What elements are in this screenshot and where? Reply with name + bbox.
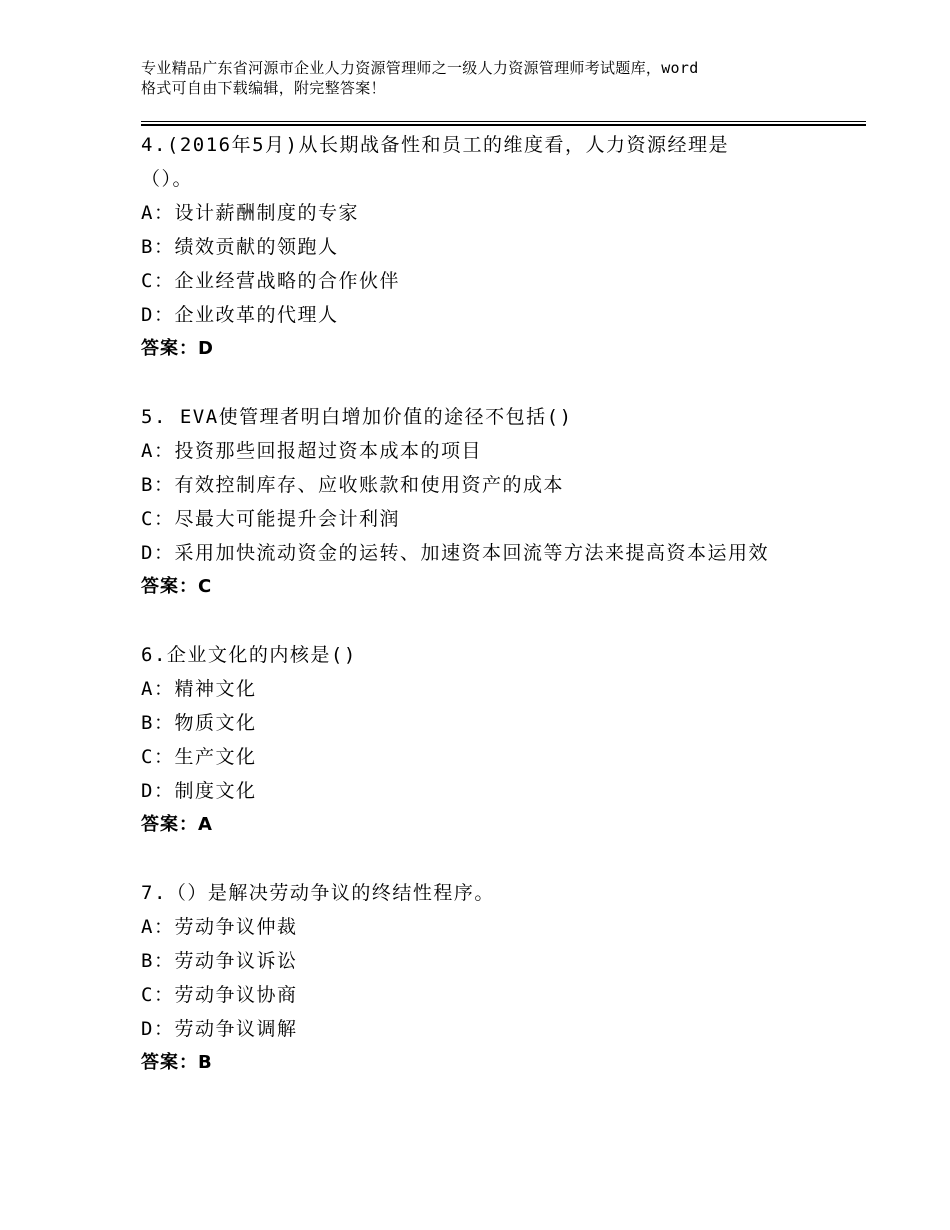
question-stem: 4.(2016年5月)从长期战备性和员工的维度看，人力资源经理是 xyxy=(141,134,729,156)
question-6 xyxy=(141,638,866,842)
question-gap xyxy=(141,604,866,638)
option-b: B：劳动争议诉讼 xyxy=(141,950,298,972)
question-gap xyxy=(141,366,866,400)
question-stem-continued: （）。 xyxy=(141,168,194,190)
question-4 xyxy=(141,128,866,366)
option-b: B：物质文化 xyxy=(141,712,257,734)
answer-label: 答案：D xyxy=(141,338,214,359)
answer-label: 答案：A xyxy=(141,814,213,835)
question-stem: 7.（）是解决劳动争议的终结性程序。 xyxy=(141,882,495,904)
header-line-2: 格式可自由下载编辑，附完整答案！ xyxy=(141,79,386,97)
option-d: D：企业改革的代理人 xyxy=(141,304,339,326)
question-list xyxy=(141,128,866,1080)
question-stem: 6.企业文化的内核是() xyxy=(141,644,357,666)
option-d: D：采用加快流动资金的运转、加速资本回流等方法来提高资本运用效 xyxy=(141,542,769,564)
header-rule-thin xyxy=(141,121,866,122)
answer-label: 答案：C xyxy=(141,576,213,597)
header-rule-thick xyxy=(141,124,866,126)
option-a: A：投资那些回报超过资本成本的项目 xyxy=(141,440,482,462)
option-d: D：制度文化 xyxy=(141,780,257,802)
answer-label: 答案：B xyxy=(141,1052,213,1073)
option-a: A：精神文化 xyxy=(141,678,257,700)
option-c: C：企业经营战略的合作伙伴 xyxy=(141,270,400,292)
option-d: D：劳动争议调解 xyxy=(141,1018,298,1040)
option-c: C：劳动争议协商 xyxy=(141,984,298,1006)
header-line-1: 专业精品广东省河源市企业人力资源管理师之一级人力资源管理师考试题库，word xyxy=(141,59,699,77)
question-gap xyxy=(141,842,866,876)
question-stem: 5. EVA使管理者明白增加价值的途径不包括() xyxy=(141,406,573,428)
option-b: B：有效控制库存、应收账款和使用资产的成本 xyxy=(141,474,564,496)
question-5 xyxy=(141,400,866,604)
document-header xyxy=(141,58,841,98)
question-7 xyxy=(141,876,866,1080)
option-c: C：生产文化 xyxy=(141,746,257,768)
option-a: A：设计薪酬制度的专家 xyxy=(141,202,359,224)
option-a: A：劳动争议仲裁 xyxy=(141,916,298,938)
option-b: B：绩效贡献的领跑人 xyxy=(141,236,339,258)
option-c: C：尽最大可能提升会计利润 xyxy=(141,508,400,530)
